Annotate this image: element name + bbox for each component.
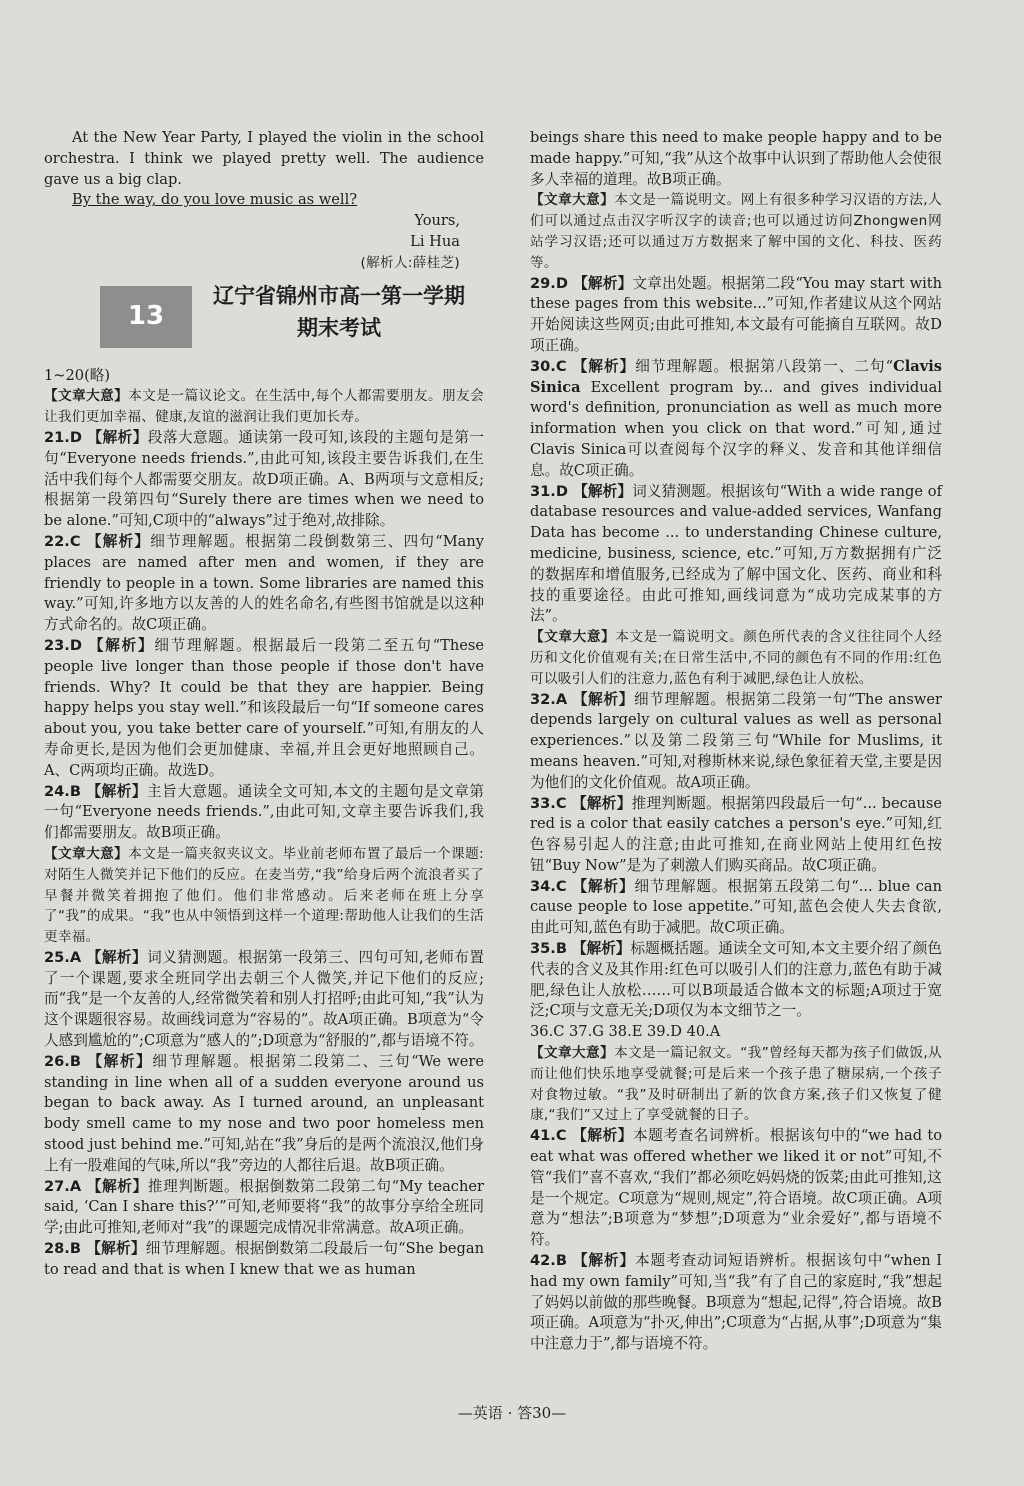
signature-name: Li Hua <box>410 232 460 250</box>
answer-head: 30.C 【解析】 <box>530 357 636 375</box>
article-summary <box>530 190 942 273</box>
answer-head: 35.B 【解析】 <box>530 940 631 958</box>
answer-head: 31.D 【解析】 <box>530 482 633 500</box>
answer-head: 29.D 【解析】 <box>530 274 633 292</box>
answer-head: 34.C 【解析】 <box>530 877 635 895</box>
answer-item-31 <box>530 482 942 628</box>
summary-text: 本文是一篇说明文。颜色所代表的含义往往同个人经历和文化价值观有关;在日常生活中,不同的颜色有不同的作用:红色可以吸引人们的注意力,蓝色有利于减肥,绿色让人放松。 <box>530 629 942 687</box>
letter-paragraph: At the New Year Party, I played the violin in the school orchestra. I think we played pretty well. The audience gave us a big clap. <box>44 129 484 188</box>
answer-item-27 <box>44 1177 484 1239</box>
answer-item-26 <box>44 1052 484 1177</box>
answer-item-30 <box>530 357 942 482</box>
signature-yours: Yours, <box>414 212 460 230</box>
answer-text: 主旨大意题。通读全文可知,本文的主题句是文章第一句“Everyone needs friends.”,由此可知,文章主要告诉我们,我们都需要朋友。故B项正确。 <box>44 782 484 842</box>
answer-text: Excellent program by... and gives individual word's definition, pronunciation as well as much more information when you click on that word.”可知,通过Clavis Sinica可以查阅每个汉字的释义、发音和其他详细信息。故C项正确。 <box>530 378 942 479</box>
answer-text: 推理判断题。根据第四段最后一句“... because red is a color that easily catches a person's eye.”可知,红色容易引起人的注意;由此可推知,在商业网站上使用红色按钮“Buy Now”是为了刺激人们购买商品。故C项正确。 <box>530 794 942 874</box>
page-footer: —英语 · 答30— <box>457 1404 567 1422</box>
answer-head: 24.B 【解析】 <box>44 782 147 800</box>
section-title-line2: 期末考试 <box>297 315 381 340</box>
answer-head: 33.C 【解析】 <box>530 794 632 812</box>
answer-continuation: beings share this need to make people happy and to be made happy.”可知,“我”从这个故事中认识到了帮助他人会使很多人幸福的道理。故B项正确。 <box>530 129 942 188</box>
article-summary <box>44 844 484 948</box>
left-column <box>44 128 484 1281</box>
answer-item-35 <box>530 939 942 1022</box>
answer-item-34 <box>530 877 942 939</box>
answer-range: 1~20(略) <box>44 366 111 384</box>
answer-head: 28.B 【解析】 <box>44 1240 146 1258</box>
answer-item-23 <box>44 636 484 782</box>
summary-text: 本文是一篇记叙文。“我”曾经每天都为孩子们做饭,从而让他们快乐地享受就餐;可是后来一个孩子患了糖尿病,一个孩子对食物过敏。“我”及时研制出了新的饮食方案,孩子们又恢复了健康,“我们”又过上了享受就餐的日子。 <box>530 1045 942 1124</box>
article-summary <box>530 1043 942 1126</box>
answer-item-32 <box>530 690 942 794</box>
answer-item-33 <box>530 794 942 877</box>
answer-head: 32.A 【解析】 <box>530 690 634 708</box>
answer-text: 标题概括题。通读全文可知,本文主要介绍了颜色代表的含义及其作用:红色可以吸引人们的注意力,蓝色有助于减肥,绿色让人放松……可以B项最适合做本文的标题;A项过于宽泛;C项与文意无关;D项仅为本文细节之一。 <box>530 940 942 1020</box>
answer-text: 词义猜测题。根据第一段第三、四句可知,老师布置了一个课题,要求全班同学出去朝三个人微笑,并记下他们的反应;而“我”是一个友善的人,经常微笑着和别人打招呼;由此可知,“我”认为这个课题很容易。故画线词意为“容易的”。故A项正确。B项意为“令人感到尴尬的”;C项意为“感人的”;D项意为“舒服的”,都与语境不符。 <box>44 948 484 1050</box>
analyst-credit: (解析人:薛桂芝) <box>360 254 460 271</box>
answer-head: 42.B 【解析】 <box>530 1252 636 1270</box>
summary-text: 本文是一篇夹叙夹议文。毕业前老师布置了最后一个课题:对陌生人微笑并记下他们的反应。在麦当劳,“我”给身后两个流浪者买了早餐并微笑着拥抱了他们。他们非常感动。后来老师在班上分享了“我”的成果。“我”也从中领悟到这样一个道理:帮助他人让我们的生活更幸福。 <box>44 845 484 946</box>
section-title-block <box>44 278 484 364</box>
section-number-badge: 13 <box>100 286 192 348</box>
answer-item-25 <box>44 948 484 1052</box>
answer-head: 41.C 【解析】 <box>530 1127 633 1145</box>
answer-item-24 <box>44 782 484 844</box>
answer-text: 文章出处题。根据第二段“You may start with these pages from this website...”可知,作者建议从这个网站开始阅读这些网页;由此可推知,本文最有可能摘自互联网。故D项正确。 <box>530 274 942 354</box>
answer-head: 22.C 【解析】 <box>44 532 151 550</box>
answer-head: 23.D 【解析】 <box>44 636 155 654</box>
answer-text: 细节理解题。根据第二段第一句“The answer depends largely on cultural values as well as personal experiences.”以及第二段第三句“While for Muslims, it means heaven.”可知,对穆斯林来说,绿色象征着天堂,主要是因为他们的文化价值观。故A项正确。 <box>530 690 942 791</box>
summary-text: 本文是一篇说明文。网上有很多种学习汉语的方法,人们可以通过点击汉字听汉字的读音;也可以通过访问Zhongwen网站学习汉语;还可以通过万方数据来了解中国的文化、科技、医药等。 <box>530 192 942 271</box>
answer-text: 本题考查名词辨析。根据该句中的“we had to eat what was offered whether we liked it or not”可知,不管“我们”喜不喜欢,“我们”都必须吃妈妈烧的饭菜;由此可推知,这是一个规定。C项意为“规则,规定”,符合语境。故C项正确。A项意为“想法”;B项意为“梦想”;D项意为“业余爱好”,都与语境不符。 <box>530 1127 942 1249</box>
summary-text: 本文是一篇议论文。在生活中,每个人都需要朋友。朋友会让我们更加幸福、健康,友谊的滋润让我们更加长寿。 <box>44 388 484 426</box>
answer-item-22 <box>44 532 484 636</box>
answer-item-29 <box>530 274 942 357</box>
answer-text: 本题考查动词短语辨析。根据该句中“when I had my own family”可知,当“我”有了自己的家庭时,“我”想起了妈妈以前做的那些晚餐。B项意为“想起,记得”,符合语境。故B项正确。A项意为“扑灭,伸出”;C项意为“占据,从事”;D项意为“集中注意力于”,都与语境不符。 <box>530 1252 942 1353</box>
article-summary <box>530 627 942 689</box>
answer-head: 25.A 【解析】 <box>44 948 148 966</box>
summary-tag: 【文章大意】 <box>530 1045 615 1062</box>
answer-head: 21.D 【解析】 <box>44 428 148 446</box>
summary-tag: 【文章大意】 <box>530 629 616 646</box>
answer-head: 26.B 【解析】 <box>44 1052 153 1070</box>
answer-text: 细节理解题。根据倒数第二段最后一句“She began to read and that is when I knew that we as human <box>44 1240 484 1278</box>
answer-text: 细节理解题。根据第二段第二、三句“We were standing in line when all of a sudden everyone around us began to back away. As I turned around, an unpleasant body smell came to my nose and two poor homeless men stood just behind me.”可知,站在“我”身后的是两个流浪汉,他们身上有一股难闻的气味,所以“我”旁边的人都往后退。故B项正确。 <box>44 1052 484 1174</box>
answer-text: 词义猜测题。根据该句“With a wide range of database resources and value-added services, Wanfang Data has become ... to understanding Chinese culture, medicine, business, science, etc.”可知,万方数据拥有广泛的数据库和增值服务,已经成为了解中国文化、医药、商业和科技的重要途径。由此可推知,画线词意为“成功完成某事的方法”。 <box>530 482 942 625</box>
answers-36-40: 36.C 37.G 38.E 39.D 40.A <box>530 1023 721 1041</box>
answer-text: 细节理解题。根据第二段倒数第三、四句“Many places are named after men and women, if they are friendly to people in a town. Some libraries are named this way.”可知,许多地方以友善的人的姓名命名,有些图书馆就是以这种方式命名的。故C项正确。 <box>44 532 485 634</box>
answer-bold-term: Clavis Sinica <box>530 357 942 396</box>
right-column <box>530 128 942 1355</box>
letter-question-text: By the way, do you love music as well? <box>72 191 358 209</box>
summary-tag: 【文章大意】 <box>44 845 129 862</box>
section-title <box>204 280 474 344</box>
answer-item-41 <box>530 1126 942 1251</box>
answer-head: 27.A 【解析】 <box>44 1177 148 1195</box>
answer-item-42 <box>530 1251 942 1355</box>
answer-text: 细节理解题。根据第八段第一、二句“ <box>635 357 894 375</box>
section-title-line1: 辽宁省锦州市高一第一学期 <box>213 283 465 308</box>
answer-text: 段落大意题。通读第一段可知,该段的主题句是第一句“Everyone needs friends.”,由此可知,该段主要告诉我们,在生活中我们每个人都需要交朋友。故D项正确。A、B两项与文意相反;根据第一段第四句“Surely there are times when we need to be alone.”可知,C项中的“always”过于绝对,故排除。 <box>44 428 484 530</box>
summary-tag: 【文章大意】 <box>44 388 129 405</box>
answer-text: 细节理解题。根据最后一段第二至五句“These people live longer than those people if those don't have friends. Why? It could be that they are happier. Being happy helps you stay well.”和该段最后一句“If someone cares about you, you take better care of yourself.”可知,有朋友的人寿命更长,是因为他们会更加健康、幸福,并且会更好地照顾自己。A、C两项均正确。故选D。 <box>44 636 484 779</box>
answer-text: 细节理解题。根据第五段第二句“... blue can cause people to lose appetite.”可知,蓝色会使人失去食欲,由此可知,蓝色有助于减肥。故C项正确。 <box>530 877 942 937</box>
answer-item-28 <box>44 1239 484 1281</box>
article-summary <box>44 386 484 428</box>
answer-item-21 <box>44 428 484 532</box>
answer-text: 推理判断题。根据倒数第二段第二句“My teacher said, ‘Can I share this?’”可知,老师要将“我”的故事分享给全班同学;由此可推知,老师对“我”的课题完成情况非常满意。故A项正确。 <box>44 1177 484 1237</box>
summary-tag: 【文章大意】 <box>530 192 615 209</box>
letter-closing-question <box>44 190 484 211</box>
